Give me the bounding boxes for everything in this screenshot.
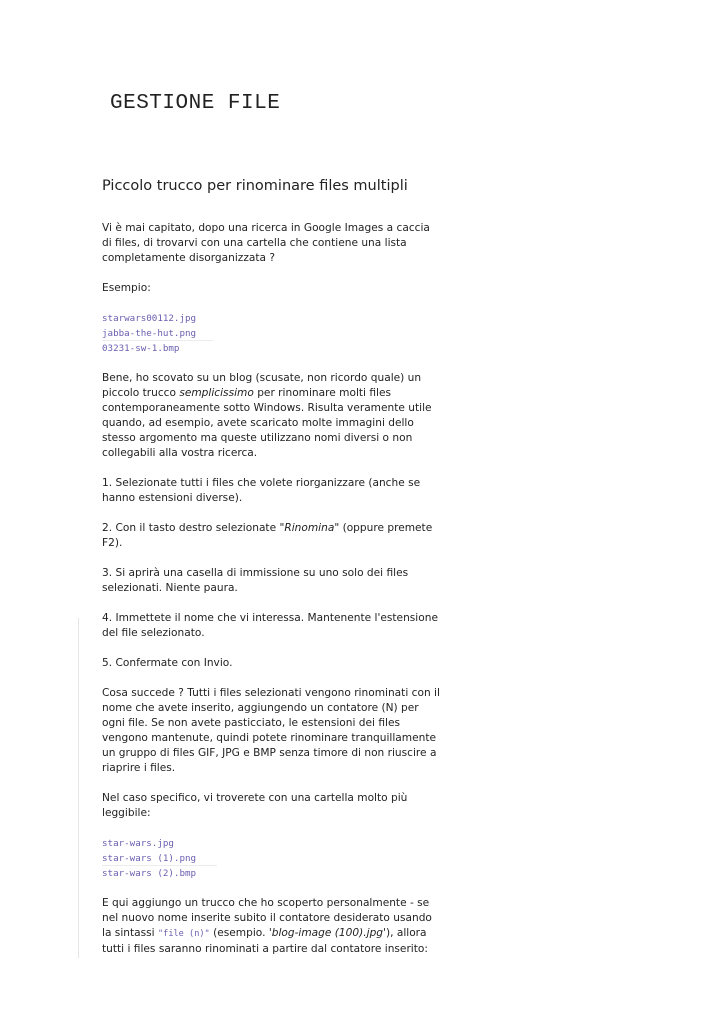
file-name: 03231-sw-1.bmp [102,343,180,354]
left-margin-rule [78,618,79,958]
rename-command: "Rinomina" [279,522,340,534]
result-file-list [102,836,442,881]
tip-paragraph: E qui aggiungo un trucco che ho scoperto personalmente - se nel nuovo nome inserite subito il contatore desiderato usando la sintassi "file (n)" (esempio. 'blog-image (100).jpg'), allora tutti i files saranno rinominati a partire dal contatore inserito: [102,897,432,955]
step-3: 3. Si aprirà una casella di immissione su uno solo dei files selezionati. Niente paura. [102,567,409,594]
step-1: 1. Selezionate tutti i files che volete riorganizzare (anche se hanno estensioni diverse). [102,477,421,504]
step-5: 5. Confermate con Invio. [102,657,233,669]
explanation-paragraph: Bene, ho scovato su un blog (scusate, non ricordo quale) un piccolo trucco semplicissimo per rinominare molti files contemporaneamente sotto Windows. Risulta veramente utile quando, ad esempio, avete scaricato molte immagini dello stesso argomento ma queste utilizzano nomi diversi o non collegabili alla vostra ricerca. [102,372,432,459]
page-title: GESTIONE FILE [110,92,281,115]
example-filename: 'blog-image (100).jpg' [268,927,386,939]
file-name: starwars00112.jpg [102,313,197,324]
result-paragraph: Cosa succede ? Tutti i files selezionati vengono rinominati con il nome che avete inserito, aggiungendo un contatore (N) per ogni file. Se non avete pasticciato, le estensioni dei files vengono mantenute, quindi potete rinominare tranquillamente un gruppo di files GIF, JPG e BMP senza timore di non riuscire a riaprire i files. [102,687,440,774]
file-name: star-wars (1).png [102,851,217,866]
file-name: star-wars.jpg [102,838,174,849]
specific-case-paragraph: Nel caso specifico, vi troverete con una cartella molto più leggibile: [102,792,408,819]
emphasis-text: semplicissimo [179,387,254,399]
example-label: Esempio: [102,282,151,294]
file-name: jabba-the-hut.png [102,326,213,341]
article-body [102,221,442,972]
step-2: 2. Con il tasto destro selezionate "Rinomina" (oppure premete F2). [102,522,433,549]
step-4: 4. Immettete il nome che vi interessa. Mantenente l'estensione del file selezionato. [102,612,438,639]
intro-paragraph: Vi è mai capitato, dopo una ricerca in Google Images a caccia di files, di trovarvi con una cartella che contiene una lista completamente disorganizzata ? [102,222,430,264]
syntax-code: "file (n)" [157,929,210,939]
example-file-list [102,311,442,356]
article-title: Piccolo trucco per rinominare files multipli [102,178,408,194]
file-name: star-wars (2).bmp [102,868,197,879]
